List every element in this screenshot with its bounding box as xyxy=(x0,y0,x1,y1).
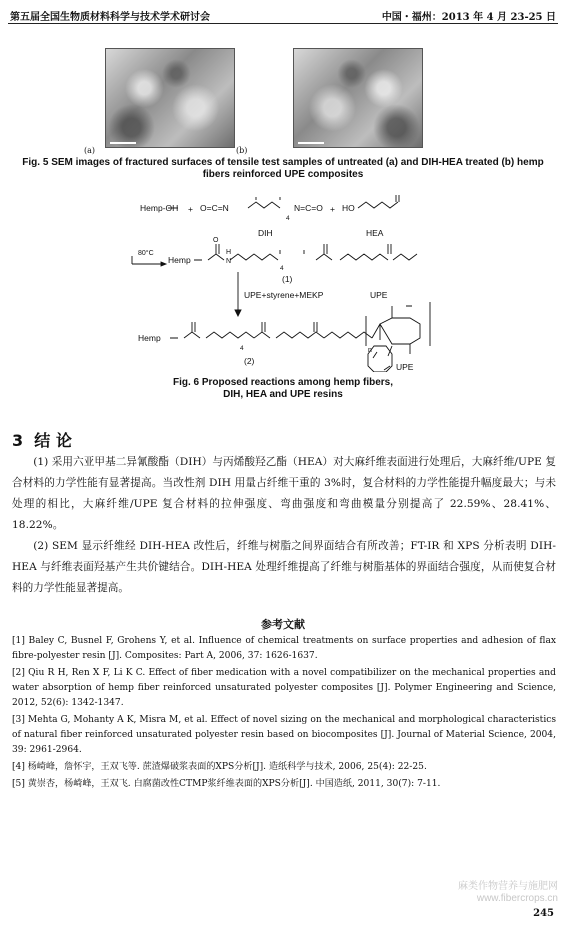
figure5-caption-line1: Fig. 5 SEM images of fractured surfaces of tensile test samples of untreated (a) and DIH-HEA treated (b) hemp xyxy=(22,157,544,168)
figure6-caption xyxy=(10,377,556,401)
conference-name: 第五届全国生物质材料科学与技术学术研讨会 xyxy=(10,12,210,23)
subscript-4-a: 4 xyxy=(286,215,290,222)
hea-label: HEA xyxy=(366,228,384,238)
figure5-label-b: (b) xyxy=(236,146,248,155)
watermark-line1: 麻类作物营养与施肥网 xyxy=(458,881,558,892)
watermark-line2: www.fibercrops.cn xyxy=(476,893,558,904)
figure5-caption xyxy=(10,157,556,181)
product1-nh-h: H xyxy=(226,249,232,256)
conference-date: 中国・福州：2013 年 4 月 23-25 日 xyxy=(381,12,556,23)
page-number: 245 xyxy=(533,908,554,919)
subscript-4-b: 4 xyxy=(280,265,284,272)
figure6-caption-line1: Fig. 6 Proposed reactions among hemp fibers, xyxy=(172,377,394,388)
hea-hydroxyl: HO xyxy=(342,203,355,213)
isocyanate-left: O=C=N xyxy=(200,203,229,213)
isocyanate-right: N=C=O xyxy=(294,203,323,213)
figure6-caption-line2: DIH, HEA and UPE resins xyxy=(223,389,343,400)
product2-hemp: Hemp xyxy=(138,333,161,343)
dih-label: DIH xyxy=(258,228,273,238)
reaction-condition: 80°C xyxy=(138,250,154,257)
conclusion-paragraph-1: (1) 采用六亚甲基二异氰酸酯（DIH）与丙烯酸羟乙酯（HEA）对大麻纤维表面进行处理后，大麻纤维/UPE 复合材料的力学性能有显著提高。当改性剂 DIH 用量占纤维干重的 3%时，复合材料的力学性能提升幅度最大；与未处理的相比，大麻纤维/UPE 复合材料的拉伸强度、弯曲强度和弯曲模量分别提高了 22.59%、28.41%、18.22%。 xyxy=(12,456,556,531)
reaction-scheme xyxy=(130,192,450,372)
reagents-label: UPE+styrene+MEKP xyxy=(244,290,324,300)
plus-sign-2: + xyxy=(330,204,335,214)
conclusion-paragraph-2: (2) SEM 显示纤维经 DIH-HEA 改性后，纤维与树脂之间界面结合有所改善；FT-IR 和 XPS 分析表明 DIH-HEA 与纤维表面羟基产生共价键结合。DIH-HEA 处理纤维提高了纤维与树脂基体的界面结合强度，从而使复合材料的力学性能显著提高。 xyxy=(12,540,556,594)
reference-item: [2] Qiu R H, Ren X F, Li K C. Effect of fiber medication with a novel compatibilizer on the mechanical properties and water absorption of hemp fiber reinforced unsaturated polyester composites [J]. Polymer Engineering and Science, 2012, 52(6): 1342-1347. xyxy=(12,668,556,708)
reference-item: [3] Mehta G, Mohanty A K, Misra M, et al. Effect of novel sizing on the mechanical and morphological characteristics of natural fiber reinforced unsaturated polyester resin based on biocomposites [J]. Journal of Material Science, 2004, 39: 2961-2964. xyxy=(12,715,556,755)
references-list xyxy=(12,634,556,794)
references-title: 参考文献 xyxy=(261,618,305,631)
upe-bottom-label: UPE xyxy=(396,362,414,372)
header-rule xyxy=(8,23,558,24)
sem-image-b xyxy=(293,48,423,148)
subscript-n: n xyxy=(368,347,372,354)
product1-hemp: Hemp xyxy=(168,255,191,265)
product2-label: (2) xyxy=(244,356,255,366)
reference-item: [5] 黄崇杏，杨崎峰，王双飞. 白腐菌改性CTMP浆纤维表面的XPS分析[J]. 中国造纸, 2011, 30(7): 7-11. xyxy=(12,779,441,789)
figure5-label-a: (a) xyxy=(84,146,96,155)
hemp-oh-reactant: Hemp-OH xyxy=(140,203,179,213)
subscript-4-c: 4 xyxy=(240,345,244,352)
figure5-caption-line2: fibers reinforced UPE composites xyxy=(202,169,364,180)
plus-sign-1: + xyxy=(188,204,193,214)
reference-item: [4] 杨崎峰，詹怀宇，王双飞等. 蔗渣爆破浆表面的XPS分析[J]. 造纸科学与技术, 2006, 25(4): 22-25. xyxy=(12,762,427,772)
product1-carbonyl-o: O xyxy=(213,237,219,244)
section-heading xyxy=(12,428,72,451)
product1-label: (1) xyxy=(282,274,293,284)
upe-top-label: UPE xyxy=(370,290,388,300)
product1-nh-n: N xyxy=(226,258,232,265)
reference-item: [1] Baley C, Busnel F, Grohens Y, et al. Influence of chemical treatments on surface properties and adhesion of flax fibre-polyester resin [J]. Composites: Part A, 2006, 37: 1626-1637. xyxy=(12,636,556,661)
sem-image-a xyxy=(105,48,235,148)
section-title: 结 论 xyxy=(34,431,72,450)
section-number: 3 xyxy=(12,431,24,450)
running-header xyxy=(0,6,566,22)
watermark xyxy=(458,881,558,905)
